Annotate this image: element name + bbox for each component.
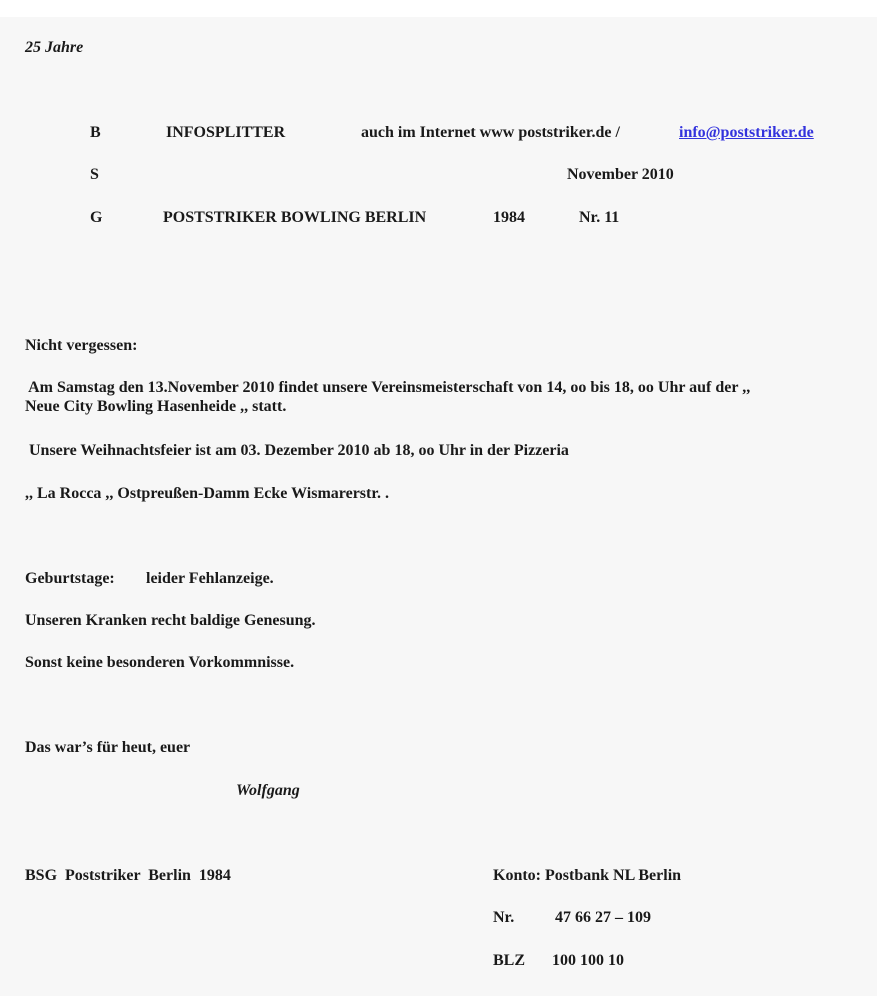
document-page [0, 17, 877, 996]
account-number-value: 47 66 27 – 109 [555, 909, 651, 926]
header-letter-b: B [90, 124, 101, 141]
issue-number: Nr. 11 [579, 209, 620, 226]
internet-text: auch im Internet www poststriker.de / [361, 124, 620, 141]
account-number-label: Nr. [493, 909, 515, 926]
championship-line-2: Neue City Bowling Hasenheide ,, statt. [25, 398, 287, 415]
bank-account-label: Konto: Postbank NL Berlin [493, 867, 682, 884]
championship-paragraph [25, 378, 750, 416]
issue-date: November 2010 [567, 166, 674, 183]
championship-line-1: Am Samstag den 13.November 2010 findet unsere Vereinsmeisterschaft von 14, oo bis 18, oo Uhr auf der ,, [25, 379, 751, 396]
closing-text: Das war’s für heut, euer [25, 739, 191, 756]
newsletter-title: INFOSPLITTER [166, 124, 286, 141]
blz-label: BLZ [493, 952, 526, 969]
footer-club-name: BSG Poststriker Berlin 1984 [25, 867, 231, 884]
anniversary-note: 25 Jahre [25, 39, 84, 56]
christmas-line-1: Unsere Weihnachtsfeier ist am 03. Dezember 2010 ab 18, oo Uhr in der Pizzeria [25, 442, 569, 459]
reminder-heading: Nicht vergessen: [25, 337, 138, 354]
founding-year: 1984 [493, 209, 525, 226]
email-link[interactable]: info@poststriker.de [679, 124, 814, 141]
blz-value: 100 100 10 [552, 952, 624, 969]
signature: Wolfgang [236, 782, 300, 799]
get-well-text: Unseren Kranken recht baldige Genesung. [25, 612, 316, 629]
birthdays-value: leider Fehlanzeige. [146, 570, 274, 587]
nothing-else-text: Sonst keine besonderen Vorkommnisse. [25, 654, 295, 671]
christmas-line-2: ,, La Rocca ,, Ostpreußen-Damm Ecke Wismarerstr. . [25, 485, 389, 502]
club-heading: POSTSTRIKER BOWLING BERLIN [163, 209, 427, 226]
header-letter-g: G [90, 209, 103, 226]
header-letter-s: S [90, 166, 99, 183]
birthdays-label: Geburtstage: [25, 570, 115, 587]
